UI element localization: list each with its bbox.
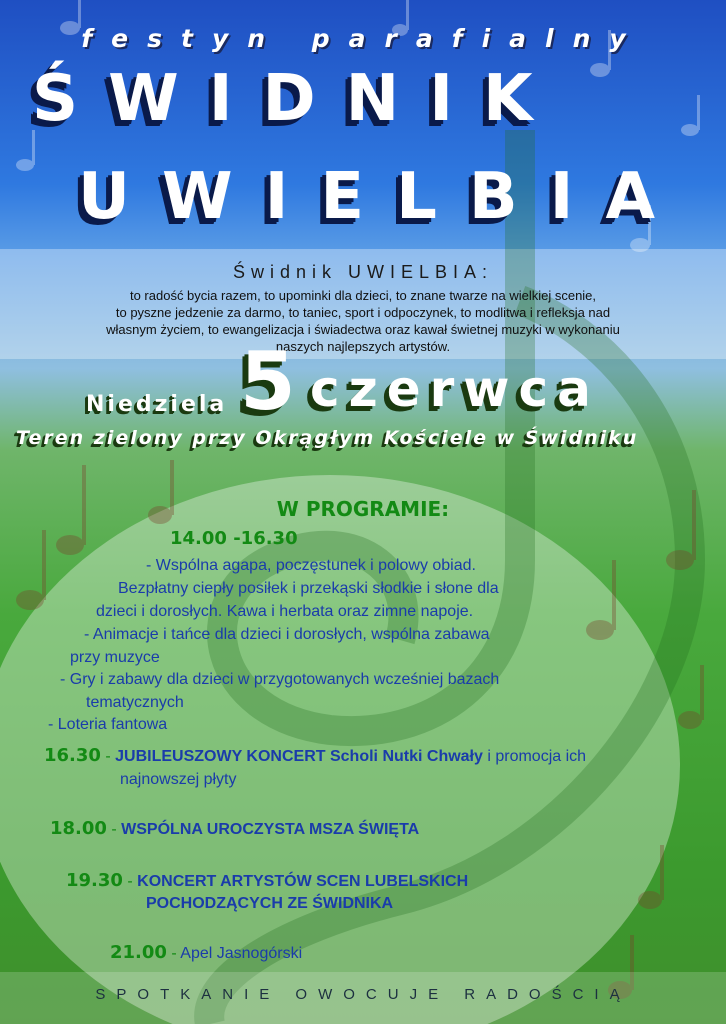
footer-slogan: SPOTKANIE OWOCUJE RADOŚCIĄ bbox=[95, 986, 631, 1003]
first-slot-line: - Wspólna agapa, poczęstunek i polowy obiad. bbox=[146, 557, 476, 574]
program-item-rest: Apel Jasnogórski bbox=[180, 945, 303, 962]
program-item-line2: najnowszej płyty bbox=[120, 771, 237, 788]
program-item bbox=[44, 745, 586, 766]
program-item bbox=[110, 942, 302, 963]
first-slot-time: 14.00 -16.30 bbox=[170, 528, 298, 549]
title-line-2: UWIELBIA bbox=[78, 160, 687, 234]
first-slot-line: - Loteria fantowa bbox=[48, 716, 168, 733]
first-slot-line: - Animacje i tańce dla dzieci i dorosłych, wspólna zabawa bbox=[84, 626, 490, 643]
program-item-separator: - bbox=[100, 748, 116, 765]
program-item-time: 18.00 bbox=[50, 818, 107, 839]
program-item-separator: - bbox=[106, 821, 122, 838]
first-slot-line: tematycznych bbox=[86, 694, 184, 711]
program-item-title: WSPÓLNA UROCZYSTA MSZA ŚWIĘTA bbox=[121, 821, 420, 838]
month-label: czerwca bbox=[310, 360, 600, 418]
program-item-time: 19.30 bbox=[66, 870, 123, 891]
first-slot-line: dzieci i dorosłych. Kawa i herbata oraz zimne napoje. bbox=[96, 603, 474, 620]
program-item-title: KONCERT ARTYSTÓW SCEN LUBELSKICH bbox=[137, 873, 469, 890]
program-item bbox=[66, 870, 468, 891]
intro-line: to pyszne jedzenie za darmo, to taniec, sport i odpoczynek, to modlitwa i refleksja nad bbox=[115, 305, 611, 320]
program-item-separator: - bbox=[122, 873, 138, 890]
intro-heading: Świdnik UWIELBIA: bbox=[232, 262, 494, 282]
program-item-line2: POCHODZĄCYCH ZE ŚWIDNIKA bbox=[146, 895, 394, 912]
program-item-time: 21.00 bbox=[110, 942, 167, 963]
day-number: 5 bbox=[240, 335, 296, 428]
intro-text bbox=[0, 287, 726, 355]
day-label: Niedziela bbox=[86, 392, 228, 417]
program-heading: W PROGRAMIE: bbox=[276, 497, 450, 521]
first-slot-line: przy muzyce bbox=[70, 649, 160, 666]
program-item bbox=[50, 818, 419, 839]
first-slot-line: Bezpłatny ciepły posiłek i przekąski słodkie i słone dla bbox=[118, 580, 499, 597]
program-item-rest: i promocja ich bbox=[482, 748, 587, 765]
intro-line: własnym życiem, to ewangelizacja i świadectwa oraz kawał świetnej muzyki w wykonaniu bbox=[106, 322, 620, 337]
program-item-time: 16.30 bbox=[44, 745, 101, 766]
intro-line: to radość bycia razem, to upominki dla dzieci, to znane twarze na wielkiej scenie, bbox=[129, 288, 597, 303]
first-slot-line: - Gry i zabawy dla dzieci w przygotowanych wcześniej bazach bbox=[60, 671, 500, 688]
intro-line: naszych najlepszych artystów. bbox=[275, 339, 451, 354]
festival-type-label: festyn parafialny bbox=[81, 24, 645, 53]
program-item-title: JUBILEUSZOWY KONCERT Scholi Nutki Chwały bbox=[115, 748, 483, 765]
program-item-separator: - bbox=[166, 945, 181, 962]
location-label: Teren zielony przy Okrągłym Kościele w Świdniku bbox=[16, 427, 639, 449]
title-line-1: ŚWIDNIK bbox=[32, 62, 563, 136]
